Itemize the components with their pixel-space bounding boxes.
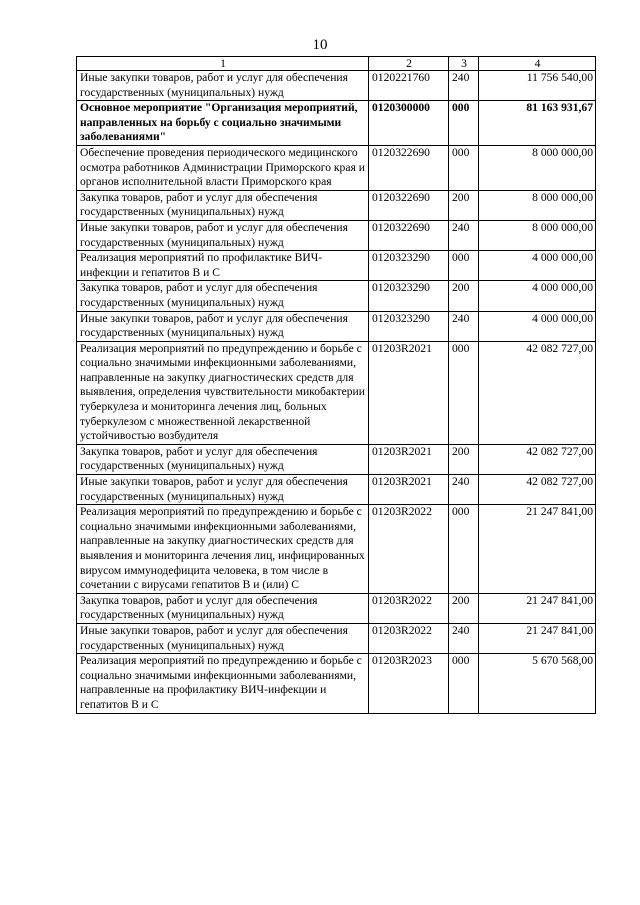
cell-expense-type: 000 — [449, 101, 479, 146]
table-row — [77, 311, 596, 341]
cell-expense-type: 200 — [449, 593, 479, 623]
table-row — [77, 145, 596, 190]
cell-expense-type: 200 — [449, 190, 479, 220]
cell-code: 0120323290 — [369, 251, 449, 281]
cell-expense-type: 000 — [449, 505, 479, 594]
table-row — [77, 593, 596, 623]
budget-table — [76, 56, 596, 714]
cell-name: Закупка товаров, работ и услуг для обеспечения государственных (муниципальных) нужд — [77, 444, 369, 474]
cell-code: 0120323290 — [369, 311, 449, 341]
cell-name: Иные закупки товаров, работ и услуг для обеспечения государственных (муниципальных) нужд — [77, 71, 369, 101]
cell-code: 01203R2022 — [369, 593, 449, 623]
table-row — [77, 71, 596, 101]
cell-expense-type: 000 — [449, 145, 479, 190]
cell-name: Реализация мероприятий по профилактике ВИЧ-инфекции и гепатитов В и С — [77, 251, 369, 281]
table-row — [77, 654, 596, 713]
cell-amount: 21 247 841,00 — [479, 505, 596, 594]
cell-code: 0120322690 — [369, 220, 449, 250]
table-row — [77, 341, 596, 444]
cell-name: Основное мероприятие "Организация мероприятий, направленных на борьбу с социально значимыми заболеваниями" — [77, 101, 369, 146]
cell-code: 01203R2022 — [369, 505, 449, 594]
column-header-2: 2 — [369, 57, 449, 71]
table-row — [77, 444, 596, 474]
cell-name: Иные закупки товаров, работ и услуг для обеспечения государственных (муниципальных) нужд — [77, 311, 369, 341]
column-header-4: 4 — [479, 57, 596, 71]
cell-code: 01203R2021 — [369, 444, 449, 474]
cell-amount: 8 000 000,00 — [479, 145, 596, 190]
cell-name: Реализация мероприятий по предупреждению и борьбе с социально значимыми инфекционными заболеваниями, направленные на профилактику ВИЧ-инфекции и гепатитов В и С — [77, 654, 369, 713]
cell-code: 01203R2023 — [369, 654, 449, 713]
cell-amount: 4 000 000,00 — [479, 281, 596, 311]
table-row — [77, 190, 596, 220]
cell-amount: 42 082 727,00 — [479, 341, 596, 444]
column-header-1: 1 — [77, 57, 369, 71]
cell-code: 0120300000 — [369, 101, 449, 146]
cell-code: 0120221760 — [369, 71, 449, 101]
table-row — [77, 623, 596, 653]
cell-expense-type: 240 — [449, 623, 479, 653]
cell-code: 01203R2021 — [369, 341, 449, 444]
cell-expense-type: 000 — [449, 654, 479, 713]
table-row — [77, 101, 596, 146]
cell-code: 01203R2021 — [369, 475, 449, 505]
cell-code: 0120322690 — [369, 145, 449, 190]
cell-expense-type: 000 — [449, 341, 479, 444]
cell-amount: 8 000 000,00 — [479, 190, 596, 220]
cell-code: 0120322690 — [369, 190, 449, 220]
table-row — [77, 475, 596, 505]
page-number: 10 — [312, 37, 328, 53]
cell-amount: 4 000 000,00 — [479, 251, 596, 281]
cell-name: Иные закупки товаров, работ и услуг для обеспечения государственных (муниципальных) нужд — [77, 220, 369, 250]
cell-expense-type: 240 — [449, 475, 479, 505]
cell-expense-type: 240 — [449, 220, 479, 250]
table-row — [77, 220, 596, 250]
cell-amount: 4 000 000,00 — [479, 311, 596, 341]
cell-expense-type: 200 — [449, 281, 479, 311]
cell-amount: 5 670 568,00 — [479, 654, 596, 713]
table-row — [77, 251, 596, 281]
column-header-3: 3 — [449, 57, 479, 71]
table-row — [77, 505, 596, 594]
cell-name: Закупка товаров, работ и услуг для обеспечения государственных (муниципальных) нужд — [77, 281, 369, 311]
cell-expense-type: 200 — [449, 444, 479, 474]
table-header-row — [77, 57, 596, 71]
cell-code: 01203R2022 — [369, 623, 449, 653]
cell-name: Обеспечение проведения периодического медицинского осмотра работников Администрации Приморского края и органов исполнительной власти Приморского края — [77, 145, 369, 190]
cell-expense-type: 240 — [449, 311, 479, 341]
cell-name: Иные закупки товаров, работ и услуг для обеспечения государственных (муниципальных) нужд — [77, 475, 369, 505]
table-row — [77, 281, 596, 311]
cell-amount: 21 247 841,00 — [479, 593, 596, 623]
budget-table-body — [77, 57, 596, 714]
cell-name: Закупка товаров, работ и услуг для обеспечения государственных (муниципальных) нужд — [77, 593, 369, 623]
cell-name: Закупка товаров, работ и услуг для обеспечения государственных (муниципальных) нужд — [77, 190, 369, 220]
cell-expense-type: 240 — [449, 71, 479, 101]
cell-amount: 42 082 727,00 — [479, 475, 596, 505]
cell-expense-type: 000 — [449, 251, 479, 281]
cell-code: 0120323290 — [369, 281, 449, 311]
cell-name: Реализация мероприятий по предупреждению и борьбе с социально значимыми инфекционными заболеваниями, направленные на закупку диагностических средств для выявления, определения чувствительности микобактерии туберкулеза и мониторинга лечения лиц, больных туберкулезом с множественной лекарственной устойчивостью возбудителя — [77, 341, 369, 444]
cell-amount: 21 247 841,00 — [479, 623, 596, 653]
cell-name: Реализация мероприятий по предупреждению и борьбе с социально значимыми инфекционными заболеваниями, направленные на закупку диагностических средств для выявления и мониторинга лечения лиц, инфицированных вирусом иммунодефицита человека, в том числе в сочетании с вирусами гепатитов В и (или) С — [77, 505, 369, 594]
cell-name: Иные закупки товаров, работ и услуг для обеспечения государственных (муниципальных) нужд — [77, 623, 369, 653]
cell-amount: 8 000 000,00 — [479, 220, 596, 250]
cell-amount: 11 756 540,00 — [479, 71, 596, 101]
cell-amount: 81 163 931,67 — [479, 101, 596, 146]
cell-amount: 42 082 727,00 — [479, 444, 596, 474]
